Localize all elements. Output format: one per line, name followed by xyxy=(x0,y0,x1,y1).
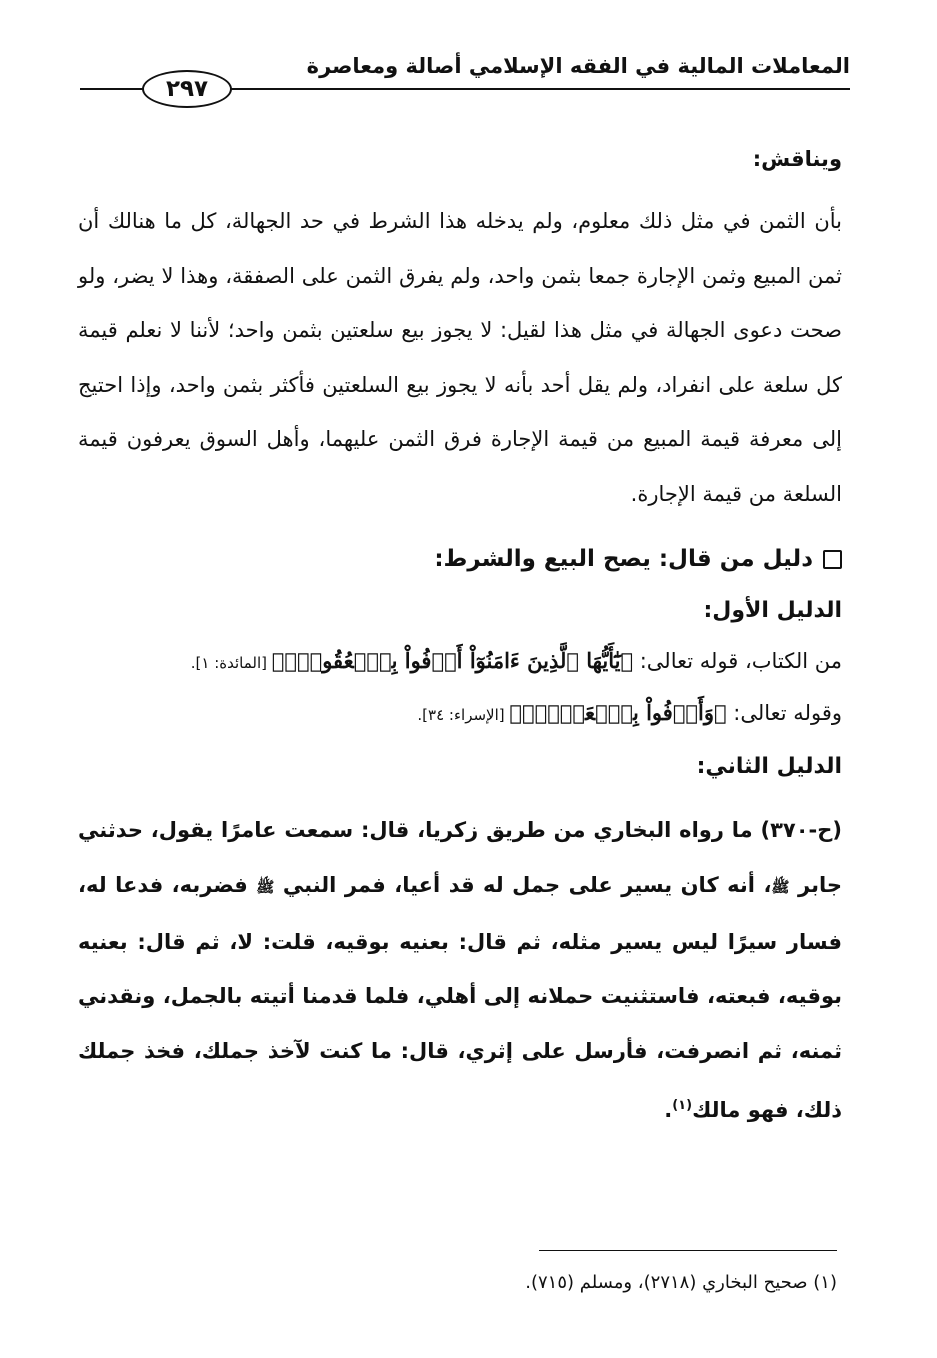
page-body xyxy=(78,138,842,1138)
hadith-part-3: فضربه، فدعا له، فسار سيرًا ليس يسير مثله، ثم قال: بعنيه بوقيه، قلت: لا، ثم قال: بعنيه بوقيه، فبعته، فاستثنيت حملانه إلى أهلي، فلما قدمنا أتيته بالجمل، ونقدني ثمنه، ثم انصرفت، فأرسل على إثري، قال: ما كنت لآخذ جملك، فخذ جملك ذلك، فهو مالك xyxy=(78,872,842,1122)
section-heading-text: دليل من قال: يصح البيع والشرط: xyxy=(434,546,813,572)
discussion-paragraph: بأن الثمن في مثل ذلك معلوم، ولم يدخله هذا الشرط في حد الجهالة، كل ما هنالك أن ثمن المبيع وثمن الإجارة جمعا بثمن واحد، ولم يفرق الثمن على الصفقة، وهذا لا يضر، ولو صحت دعوى الجهالة في مثل هذا لقيل: لا يجوز بيع سلعتين بثمن واحد؛ لأننا لا نعلم قيمة كل سلعة على انفراد، ولم يقل أحد بأنه لا يجوز بيع السلعتين فأكثر بثمن واحد، وإذا احتيج إلى معرفة قيمة المبيع من قيمة الإجارة فرق الثمن عليهما، وأهل السوق يعرفون قيمة السلعة من قيمة الإجارة. xyxy=(78,209,842,506)
verse-line-2 xyxy=(78,693,842,735)
hadith-part-2: ، أنه كان يسير على جمل له قد أعيا، فمر النبي xyxy=(274,872,772,897)
section-heading xyxy=(78,539,842,579)
page-number: ٢٩٧ xyxy=(142,70,232,108)
verse1-reference: [المائدة: ١]. xyxy=(190,654,272,672)
honorific-1: ﷺ xyxy=(771,877,790,896)
verse1-intro: من الكتاب، قوله تعالى: xyxy=(633,649,842,673)
page-header xyxy=(80,48,850,108)
running-title: المعاملات المالية في الفقه الإسلامي أصالة ومعاصرة xyxy=(306,54,850,78)
hadith-end: . xyxy=(664,1097,673,1122)
footnote-marker: (١) xyxy=(672,1097,693,1113)
square-bullet-icon xyxy=(823,550,842,569)
verse2-reference: [الإسراء: ٣٤]. xyxy=(417,706,510,724)
verse1-text: ﴿يَٰٓأَيُّهَا ٱلَّذِينَ ءَامَنُوٓاْ أَوۡفُواْ بِٱلۡعُقُودِۚ﴾ xyxy=(271,648,634,673)
verse2-text: ﴿وَأَوۡفُواْ بِٱلۡعَهۡدِۖ﴾ xyxy=(509,700,727,725)
footnote-rule xyxy=(539,1250,837,1251)
honorific-2: ﷺ xyxy=(256,877,275,896)
footnote: (١) صحيح البخاري (٢٧١٨)، ومسلم (٧١٥). xyxy=(525,1272,837,1293)
verse-line-1 xyxy=(78,641,842,683)
second-evidence-heading: الدليل الثاني: xyxy=(696,754,842,779)
verse2-intro: وقوله تعالى: xyxy=(726,701,842,725)
first-evidence-heading: الدليل الأول: xyxy=(703,598,842,623)
hadith-part-1: (ح-٣٧٠) ما رواه البخاري من طريق زكريا، قال: سمعت عامرًا يقول، حدثني جابر xyxy=(78,818,843,897)
hadith-paragraph xyxy=(78,803,842,1138)
discussion-label: ويناقش: xyxy=(752,147,842,171)
